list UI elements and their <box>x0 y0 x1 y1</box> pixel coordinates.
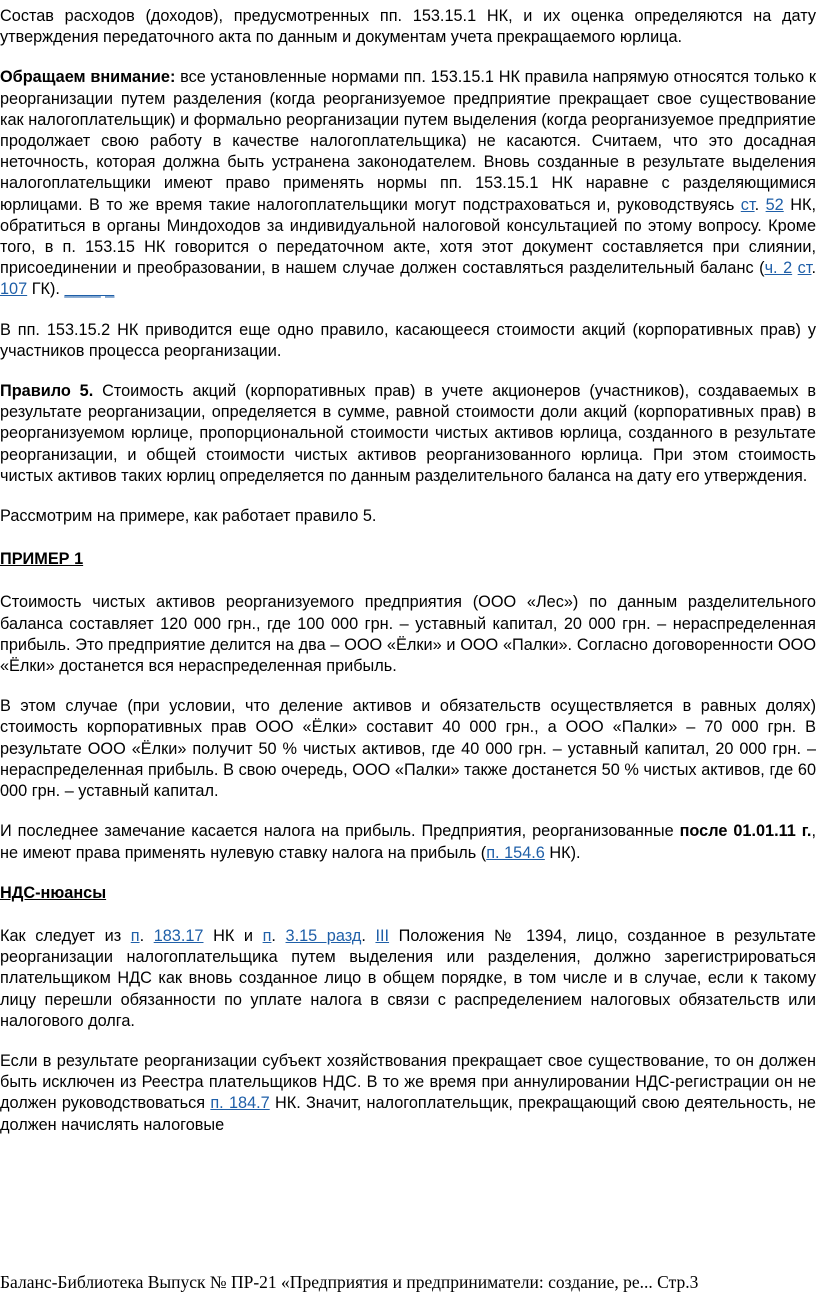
link-point[interactable]: п <box>130 926 140 945</box>
link-article-52[interactable]: 52 <box>765 195 784 214</box>
link-section-III[interactable]: III <box>375 926 390 945</box>
paragraph-vat-registration: Как следует из п. 183.17 НК и п. 3.15 разд. III Положения № 1394, лицо, созданное в результате реорганизации налогоплательщика путем выделения или разделения, должно зарегистрироваться плательщиком НДС как вновь созданное лицо в общем порядке, в том числе и в случае, если к такому лицу перешли обязанности по уплате налога в связи с распределением налоговых обязательств или налогового долга. <box>0 926 816 1030</box>
paragraph-example-result: В этом случае (при условии, что деление активов и обязательств осуществляется в равных долях) стоимость корпоративных прав ООО «Ёлки» составит 40 000 грн., а ООО «Палки» – 70 000 грн. В результате ООО «Ёлки» получит 50 % чистых активов, где 40 000 грн. – уставный капитал, 20 000 грн. – нераспределенная прибыль. В свою очередь, ООО «Палки» также достанется 50 % чистых активов, где 60 000 грн. – уставный капитал. <box>0 697 816 801</box>
link-part-2[interactable]: ч. 2 <box>764 259 793 278</box>
paragraph-example-assets: Стоимость чистых активов реорганизуемого предприятия (ООО «Лес») по данным разделительного баланса составляет 120 000 грн., где 100 000 грн. – уставный капитал, 20 000 грн. – нераспределенная прибыль. Это предприятие делится на два – ООО «Ёлки» и ООО «Палки». Согласно договоренности ООО «Ёлки» достанется вся нераспределенная прибыль. <box>0 593 816 676</box>
link-point-2[interactable]: п <box>262 926 272 945</box>
rule-5-text: Стоимость акций (корпоративных прав) в учете акционеров (участников), создаваемых в результате реорганизации, определяется в сумме, равной стоимости доли акций (корпоративных прав) в реорганизуемом юрлице, пропорциональной стоимости чистых активов юрлица, созданного в результате реорганизации, и общей стоимости чистых активов реорганизованного юрлица. При этом стоимость чистых активов таких юрлиц определяется по данным разделительного баланса на дату его утверждения. <box>0 382 816 485</box>
link-184-7[interactable]: п. 184.7 <box>210 1094 270 1113</box>
link-3-15-section[interactable]: 3.15 разд <box>285 926 362 945</box>
link-154-6[interactable]: п. 154.6 <box>486 843 545 862</box>
paragraph-rule-intro: В пп. 153.15.2 НК приводится еще одно правило, касающееся стоимости акций (корпоративных прав) у участников процесса реорганизации. <box>0 320 816 360</box>
attention-label: Обращаем внимание: <box>0 68 176 87</box>
date-bold: после 01.01.11 г. <box>679 822 812 841</box>
link-article-gk[interactable]: ст <box>797 259 812 278</box>
attention-text: все установленные нормами пп. 153.15.1 НК правила напрямую относятся только к реорганизации путем разделения (когда реорганизуемое предприятие прекращает свое существование как налогоплательщик) и формально реорганизации путем выделения (когда реорганизуемое предприятие продолжает свою работу в качестве налогоплательщика) не касаются. Считаем, что это досадная неточность, которая должна быть устранена законодателем. Вновь созданные в результате выделения налогоплательщики имеют право применять нормы пп. 153.15.1 НК наравне с разделяющимися юрлицами. В то же время такие налогоплательщики могут подстраховаться и, руководствуясь <box>0 68 816 214</box>
rule-5-label: Правило 5. <box>0 382 94 401</box>
attention-text-2: НК, обратиться в органы Миндоходов за индивидуальной налоговой консультацией по этому вопросу. Кроме того, в п. 153.15 НК говорится о передаточном акте, хотя этот документ составляется при слиянии, присоединении и преобразовании, в нашем случае должен составляться разделительный баланс ( <box>0 195 816 278</box>
link-article-107[interactable]: 107 <box>0 280 28 299</box>
trailing-link[interactable]: ____ _ <box>64 280 115 299</box>
paragraph-example-intro: Рассмотрим на примере, как работает правило 5. <box>0 507 377 526</box>
paragraph-vat-exclusion: Если в результате реорганизации субъект хозяйствования прекращает свое существование, то он должен быть исключен из Реестра плательщиков НДС. В то же время при аннулировании НДС-регистрации он не должен руководствоваться п. 184.7 НК. Значит, налогоплательщик, прекращающий свою деятельность, не должен начислять налоговые <box>0 1051 816 1134</box>
document-body <box>0 6 816 1136</box>
link-183-17[interactable]: 183.17 <box>153 926 204 945</box>
link-article[interactable]: ст <box>740 195 755 214</box>
heading-vat: НДС-нюансы <box>0 883 107 902</box>
page-footer: Баланс-Библиотека Выпуск № ПР-21 «Предприятия и предприниматели: создание, ре... Стр.3 <box>0 1272 699 1292</box>
paragraph-profit-tax: И последнее замечание касается налога на прибыль. Предприятия, реорганизованные после 01.01.11 г., не имеют права применять нулевую ставку налога на прибыль (п. 154.6 НК). <box>0 822 816 862</box>
paragraph-attention: Обращаем внимание: все установленные нормами пп. 153.15.1 НК правила напрямую относятся только к реорганизации путем разделения (когда реорганизуемое предприятие прекращает свое существование как налогоплательщик) и формально реорганизации путем выделения (когда реорганизуемое предприятие продолжает свою работу в качестве налогоплательщика) не касаются. Считаем, что это досадная неточность, которая должна быть устранена законодателем. Вновь созданные в результате выделения налогоплательщики имеют право применять нормы пп. 153.15.1 НК наравне с разделяющимися юрлицами. В то же время такие налогоплательщики могут подстраховаться и, руководствуясь ст. 52 НК, обратиться в органы Миндоходов за индивидуальной налоговой консультацией по этому вопросу. Кроме того, в п. 153.15 НК говорится о передаточном акте, хотя этот документ составляется при слиянии, присоединении и преобразовании, в нашем случае должен составляться разделительный баланс (ч. 2 ст. 107 ГК). ____ _ <box>0 68 816 299</box>
heading-example-1: ПРИМЕР 1 <box>0 550 84 569</box>
paragraph-expenses: Состав расходов (доходов), предусмотренных пп. 153.15.1 НК, и их оценка определяются на дату утверждения передаточного акта по данным и документам учета прекращаемого юрлица. <box>0 7 816 47</box>
paragraph-rule-5 <box>0 381 816 487</box>
